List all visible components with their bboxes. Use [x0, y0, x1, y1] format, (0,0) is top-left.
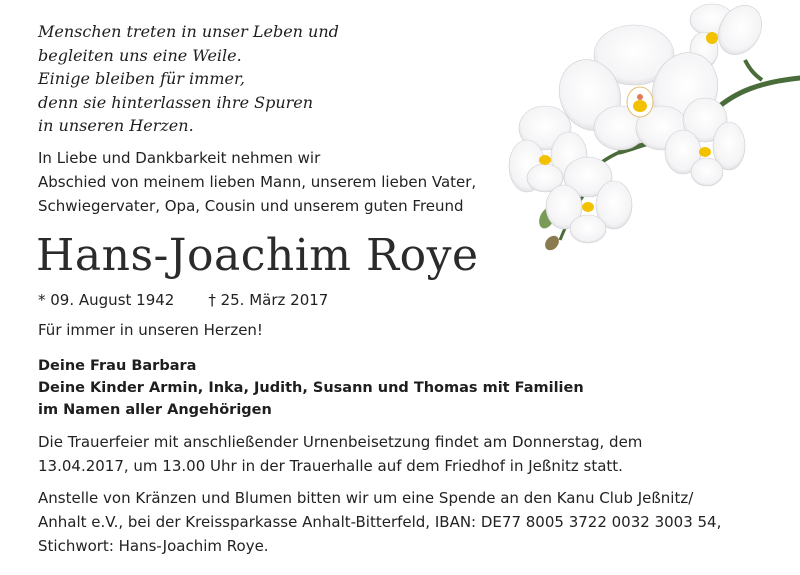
- intro-line: Abschied von meinem lieben Mann, unserem lieben Vater,: [38, 173, 477, 191]
- donation-line: Anhalt e.V., bei der Kreissparkasse Anhalt-Bitterfeld, IBAN: DE77 8005 3722 0032 3003 54,: [38, 513, 722, 531]
- intro-line: Schwiegervater, Opa, Cousin und unserem guten Freund: [38, 197, 464, 215]
- birth-date: * 09. August 1942: [38, 291, 175, 309]
- poem-line: Menschen treten in unser Leben und: [38, 22, 339, 41]
- poem-line: Einige bleiben für immer,: [38, 69, 245, 88]
- poem-line: denn sie hinterlassen ihre Spuren: [38, 92, 314, 112]
- poem-line: begleiten uns eine Weile.: [38, 45, 242, 65]
- poem-line: in unseren Herzen.: [38, 116, 194, 135]
- intro-line: In Liebe und Dankbarkeit nehmen wir: [38, 149, 321, 167]
- orchid-flower-icon: [500, 0, 800, 260]
- deceased-name: Hans-Joachim Roye: [36, 230, 479, 281]
- life-dates: [38, 290, 328, 310]
- motto: Für immer in unseren Herzen!: [38, 321, 263, 339]
- family-signature: [38, 355, 584, 421]
- donation-line: Anstelle von Kränzen und Blumen bitten wir um eine Spende an den Kanu Club Jeßnitz/: [38, 489, 694, 507]
- donation-line: Stichwort: Hans-Joachim Roye.: [38, 537, 269, 555]
- funeral-notice: [38, 430, 642, 478]
- family-line: Deine Kinder Armin, Inka, Judith, Susann und Thomas mit Familien: [38, 380, 584, 396]
- donation-notice: [38, 486, 721, 558]
- death-date: † 25. März 2017: [208, 291, 329, 309]
- funeral-line: 13.04.2017, um 13.00 Uhr in der Trauerhalle auf dem Friedhof in Jeßnitz statt.: [38, 457, 623, 475]
- family-line: Deine Frau Barbara: [38, 358, 197, 374]
- family-line: im Namen aller Angehörigen: [38, 402, 272, 418]
- poem-verse: [38, 20, 339, 138]
- funeral-line: Die Trauerfeier mit anschließender Urnenbeisetzung findet am Donnerstag, dem: [38, 433, 643, 451]
- farewell-intro: [38, 146, 476, 218]
